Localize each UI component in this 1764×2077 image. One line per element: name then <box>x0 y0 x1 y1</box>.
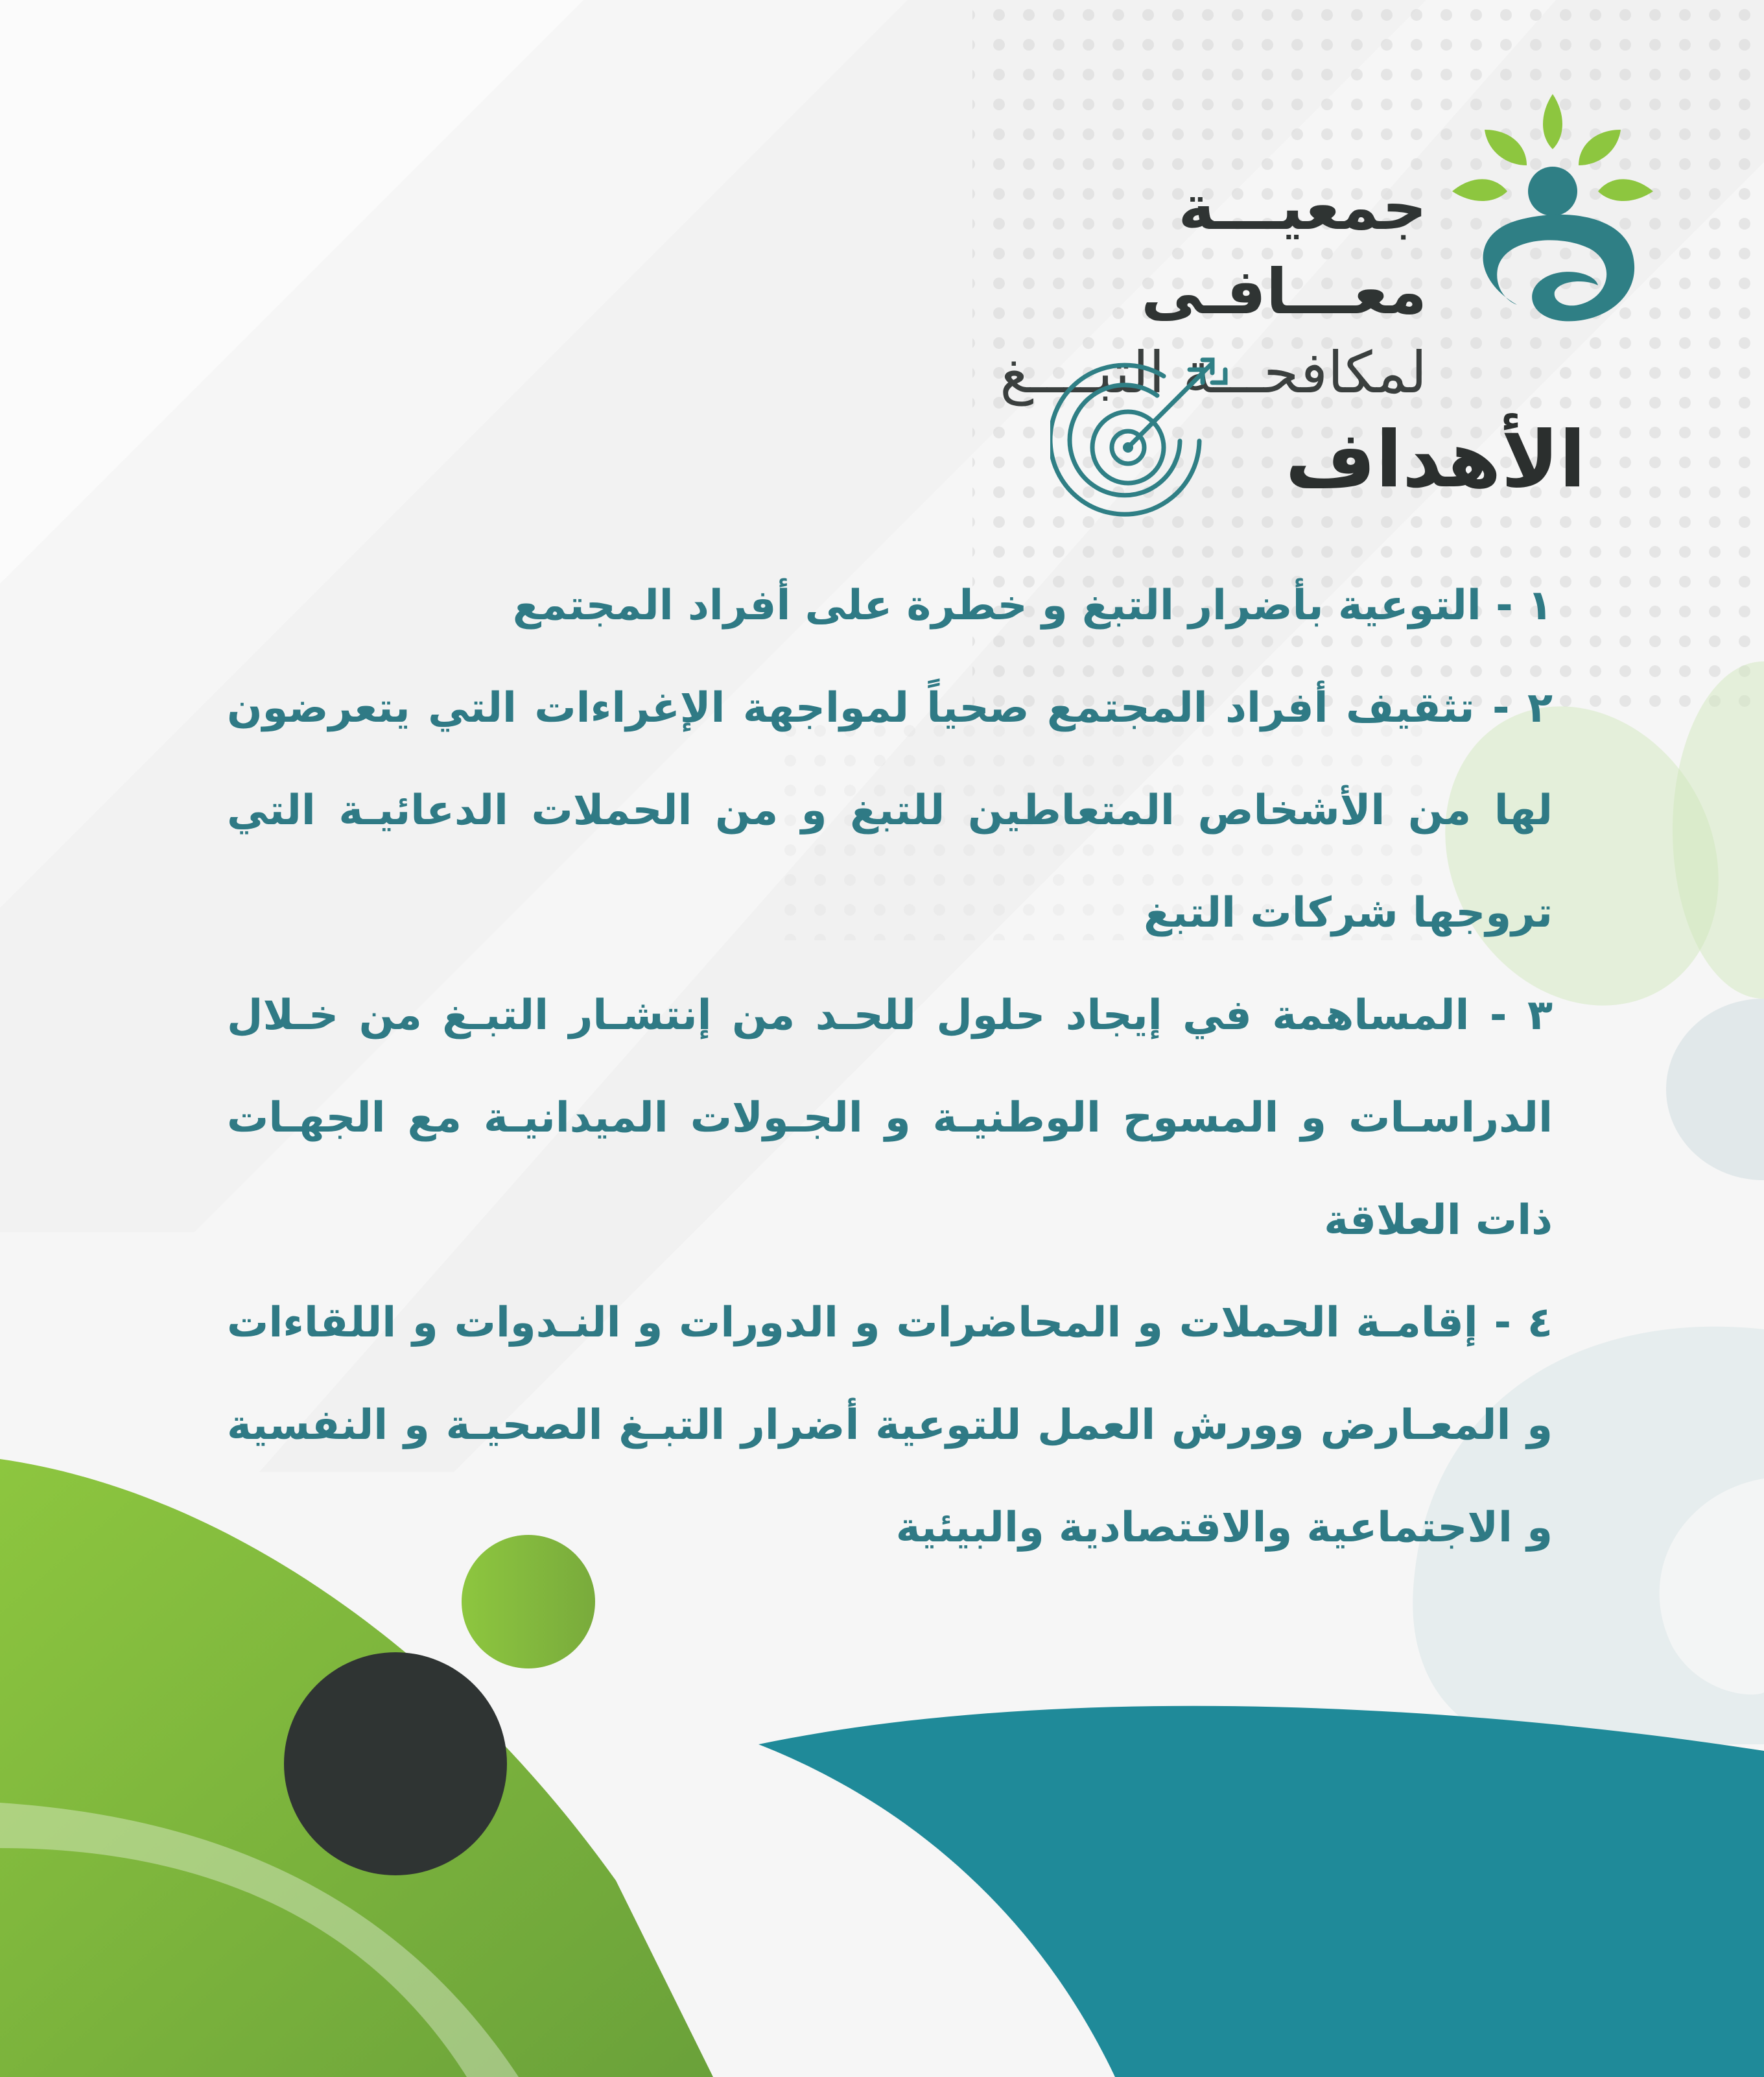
goal-item-4: ٤ - إقامـة الحملات و المحاضرات و الدورات و النـدوات و اللقاءات و المعـارض وورش العمل للتوعية أضرار التبـغ الصحيـة و النفسية و الاجتماعية والاقتصادية والبيئية <box>227 1299 1553 1552</box>
goal-item-1: ١ - التوعية بأضرار التبغ و خطرة على أفراد المجتمع <box>512 582 1553 630</box>
target-arrow-icon <box>1050 357 1238 532</box>
goal-item-2: ٢ - تثقيف أفراد المجتمع صحياً لمواجهة الإغراءات التي يتعرضون لها من الأشخاص المتعاطين للتبغ و من الحملات الدعائيـة التي تروجها شركات التبغ <box>227 684 1553 937</box>
association-name-line2: لمكافحـــة التبــــغ <box>1000 339 1427 406</box>
association-logo-icon <box>1446 91 1660 350</box>
page-title: الأهداف <box>1285 415 1586 505</box>
association-name-line1: جمعيـــة معـــافـى <box>1141 171 1427 328</box>
goal-item-3: ٣ - المساهمة في إيجاد حلول للحـد من إنتشـار التبـغ من خـلال الدراسـات و المسوح الوطنيـة و الجـولات الميدانيـة مع الجهـات ذات العلاقة <box>227 991 1553 1244</box>
goals-list <box>227 554 1553 1579</box>
